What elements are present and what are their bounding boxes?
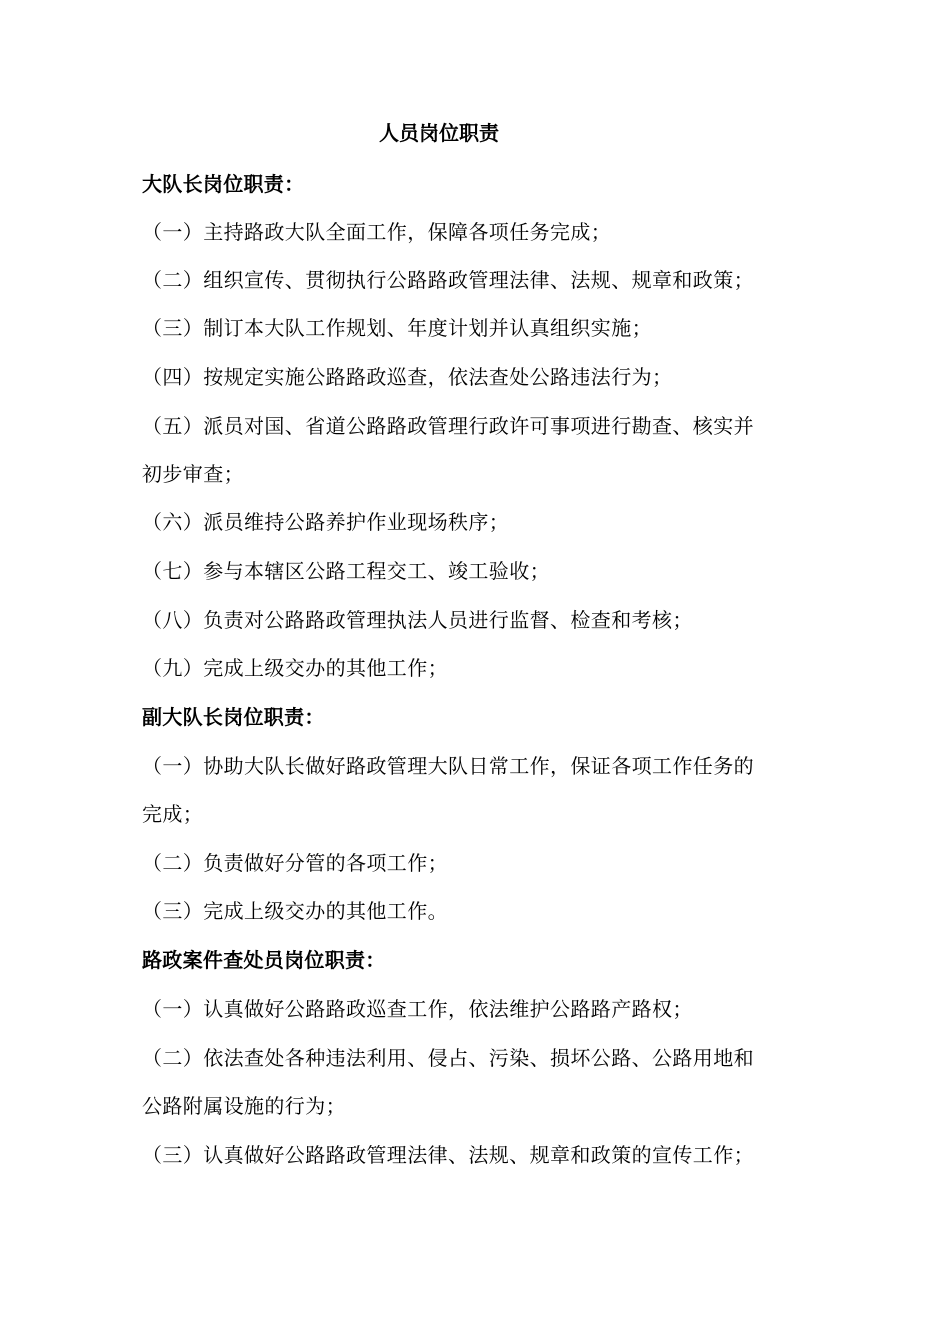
duty-line: （一）主持路政大队全面工作，保障各项任务完成；	[142, 220, 612, 244]
section-heading-captain: 大队长岗位职责：	[142, 172, 305, 196]
duty-line: （九）完成上级交办的其他工作；	[142, 656, 448, 680]
duty-line: （八）负责对公路路政管理执法人员进行监督、检查和考核；	[142, 608, 693, 632]
section-heading-deputy-captain: 副大队长岗位职责：	[142, 705, 325, 729]
duty-line: （三）制订本大队工作规划、年度计划并认真组织实施；	[142, 316, 652, 340]
duty-line: （一）认真做好公路路政巡查工作，依法维护公路路产路权；	[142, 997, 693, 1021]
duty-line: （四）按规定实施公路路政巡查，依法查处公路违法行为；	[142, 365, 673, 389]
duty-line: （二）负责做好分管的各项工作；	[142, 851, 448, 875]
duty-line-continuation: 初步审查；	[142, 462, 244, 486]
duty-line: （一）协助大队长做好路政管理大队日常工作，保证各项工作任务的	[142, 754, 754, 778]
duty-line: （六）派员维持公路养护作业现场秩序；	[142, 510, 510, 534]
duty-line: （三）认真做好公路路政管理法律、法规、规章和政策的宣传工作；	[142, 1143, 754, 1167]
duty-line: （二）依法查处各种违法利用、侵占、污染、损坏公路、公路用地和	[142, 1046, 754, 1070]
document-title: 人员岗位职责	[379, 121, 499, 145]
section-heading-case-officer: 路政案件查处员岗位职责：	[142, 948, 386, 972]
duty-line: （七）参与本辖区公路工程交工、竣工验收；	[142, 559, 550, 583]
duty-line-continuation: 公路附属设施的行为；	[142, 1094, 346, 1118]
duty-line-continuation: 完成；	[142, 802, 204, 826]
duty-line: （二）组织宣传、贯彻执行公路路政管理法律、法规、规章和政策；	[142, 268, 754, 292]
duty-line: （三）完成上级交办的其他工作。	[142, 899, 448, 923]
duty-line: （五）派员对国、省道公路路政管理行政许可事项进行勘查、核实并	[142, 414, 754, 438]
